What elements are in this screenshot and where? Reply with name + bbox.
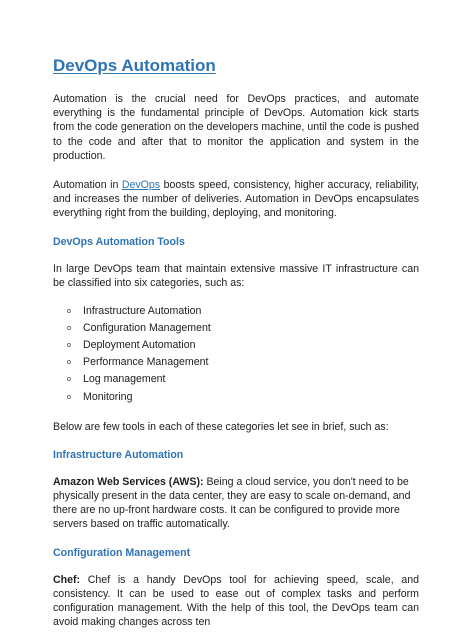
chef-paragraph [53, 573, 419, 630]
infra-heading: Infrastructure Automation [53, 448, 184, 461]
tools-intro-paragraph: In large DevOps team that maintain extensive massive IT infrastructure can be classified into six categories, such as: [53, 262, 419, 289]
bullet-icon: o [67, 325, 71, 333]
list-item [67, 337, 419, 354]
bullet-icon: o [67, 342, 71, 350]
document-content [53, 56, 419, 644]
devops-link[interactable]: DevOps [121, 179, 161, 192]
tools-heading: DevOps Automation Tools [53, 235, 185, 248]
list-item-label: Configuration Management [83, 322, 211, 335]
bullet-icon: o [67, 308, 71, 316]
category-list [53, 303, 419, 406]
bullet-icon: o [67, 359, 71, 367]
list-item-label: Log management [83, 373, 166, 386]
list-item [67, 303, 419, 320]
list-item [67, 371, 419, 388]
bullet-icon: o [67, 376, 71, 384]
list-item [67, 389, 419, 406]
list-item-label: Deployment Automation [83, 339, 196, 352]
aws-text: Being a cloud service, you don't need to be physically present in the data center, they are easy to scale on-demand, and there are no up-front hardware costs. It can be configured to provide more servers based on traffic automatically. [53, 475, 411, 531]
config-heading: Configuration Management [53, 546, 191, 559]
bullet-icon: o [67, 393, 71, 401]
chef-text: Chef is a handy DevOps tool for achieving speed, scale, and consistency. It can be used to ease out of complex tasks and perform configuration management. With the help of this tool, the DevOps team can avoid making changes across ten [53, 573, 419, 629]
aws-paragraph [53, 475, 419, 532]
list-item [67, 354, 419, 371]
list-item-label: Infrastructure Automation [83, 305, 202, 318]
list-item [67, 320, 419, 337]
speed-paragraph-start: Automation in [53, 179, 122, 192]
speed-paragraph-rest: boosts speed, consistency, higher accuracy, reliability, and increases the number of deliveries. Automation in DevOps encapsulates everything right from the building, deploying, and monitoring. [53, 179, 419, 220]
aws-term: Amazon Web Services (AWS): [53, 475, 204, 488]
tools-outro-paragraph: Below are few tools in each of these categories let see in brief, such as: [53, 420, 389, 433]
speed-paragraph [53, 178, 419, 221]
page-title: DevOps Automation [53, 56, 216, 75]
list-item-label: Performance Management [83, 356, 209, 369]
chef-term: Chef: [53, 573, 81, 586]
intro-paragraph: Automation is the crucial need for DevOps practices, and automate everything is the fundamental principle of DevOps. Automation kick starts from the code generation on the developers machine, until the code is pushed to the code and after that to monitor the application and system in the production. [53, 93, 419, 162]
list-item-label: Monitoring [83, 390, 133, 403]
